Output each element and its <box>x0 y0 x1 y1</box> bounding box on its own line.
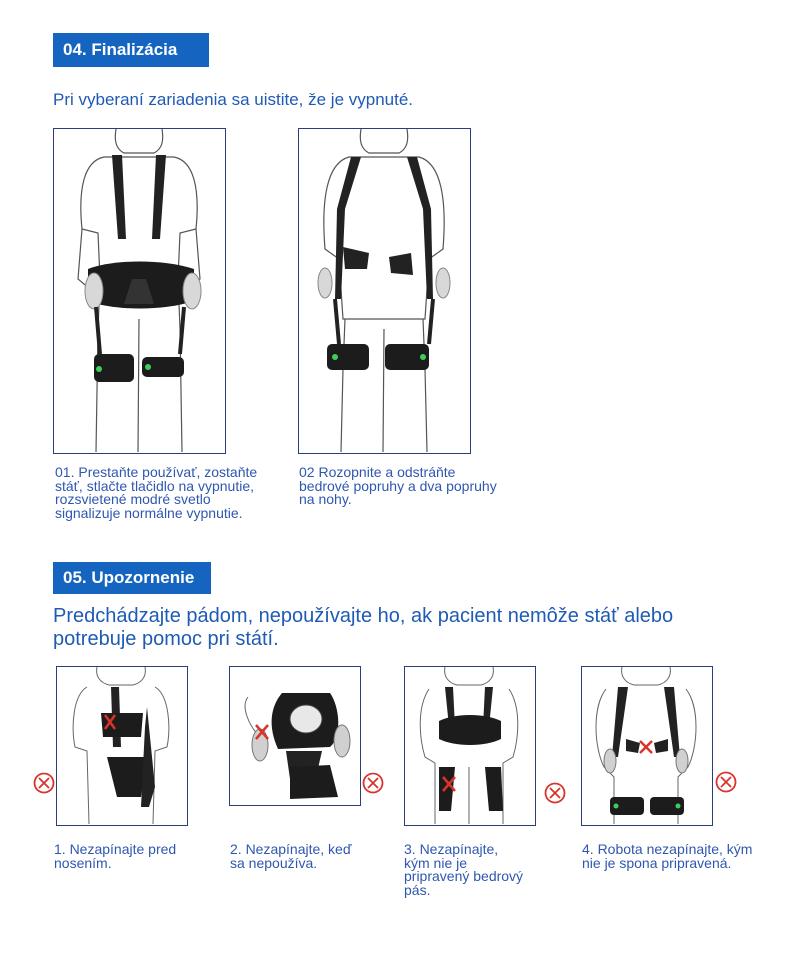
warning-caption-4: 4. Robota nezapínajte, kým nie je spona pripravená. <box>582 841 753 871</box>
exoskeleton-before-wearing-illustration <box>57 667 186 824</box>
warning-figure-1 <box>56 666 188 826</box>
section-intro-finalization: Pri vyberaní zariadenia sa uistite, že je vypnuté. <box>53 90 414 109</box>
section-header-finalization: 04. Finalizácia <box>53 33 209 67</box>
section-header-warning: 05. Upozornenie <box>53 562 211 594</box>
section-intro-warning: Predchádzajte pádom, nepoužívajte ho, ak pacient nemôže stáť alebo potrebuje pomoc pri státí. <box>53 605 674 650</box>
step-caption-1: 01. Prestaňte používať, zostaňte stáť, stlačte tlačidlo na vypnutie, rozsvietené modré svetlo signalizuje normálne vypnutie. <box>55 464 258 521</box>
figure-step-1 <box>53 128 226 454</box>
warning-caption-2: 2. Nezapínajte, keď sa nepoužíva. <box>230 841 352 871</box>
warning-caption-1: 1. Nezapínajte pred nosením. <box>54 841 177 871</box>
person-unbuckling-straps-illustration <box>299 129 469 452</box>
figure-step-2 <box>298 128 471 454</box>
prohibited-icon-3 <box>544 782 566 804</box>
prohibited-icon-2 <box>362 772 384 794</box>
exoskeleton-buckle-not-ready-illustration <box>582 667 711 824</box>
step-caption-2: 02 Rozopnite a odstráňte bedrové popruhy a dva popruhy na nohy. <box>299 464 497 507</box>
warning-caption-3: 3. Nezapínajte, kým nie je pripravený bedrový pás. <box>404 841 524 898</box>
warning-figure-4 <box>581 666 713 826</box>
warning-figure-3 <box>404 666 536 826</box>
prohibited-icon-1 <box>33 772 55 794</box>
exoskeleton-not-in-use-illustration <box>230 667 359 804</box>
exoskeleton-belt-not-ready-illustration <box>405 667 534 824</box>
prohibited-icon-4 <box>715 771 737 793</box>
person-wearing-exoskeleton-illustration <box>54 129 224 452</box>
warning-figure-2 <box>229 666 361 806</box>
